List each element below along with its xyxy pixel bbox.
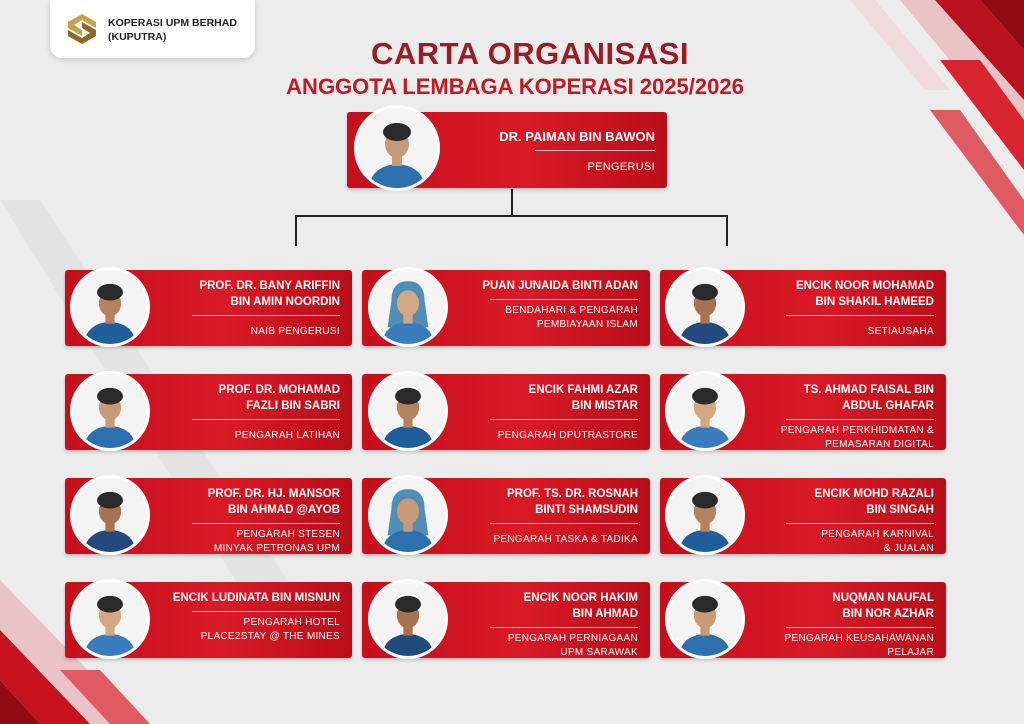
member-name-line: BIN AHMAD @AYOB	[228, 504, 340, 516]
name-divider	[192, 523, 340, 524]
member-role	[744, 424, 934, 452]
member-role	[744, 528, 934, 556]
member-name-line: ENCIK FAHMI AZAR	[528, 384, 638, 396]
connector-line-vertical-main	[511, 189, 513, 216]
member-role-line: PENGERUSI	[587, 161, 655, 173]
member-role	[744, 632, 934, 660]
member-role-line: PENGARAH DPUTRASTORE	[497, 430, 638, 441]
member-name	[150, 486, 340, 518]
member-role-line: & JUALAN	[883, 543, 934, 554]
page-title: CARTA ORGANISASI	[371, 36, 689, 71]
name-divider	[192, 419, 340, 420]
member-role-line: MINYAK PETRONAS UPM	[213, 543, 340, 554]
member-name-line: BIN AMIN NOORDIN	[230, 296, 340, 308]
member-role	[448, 632, 638, 660]
connector-line-horizontal	[295, 215, 728, 217]
member-role	[448, 533, 638, 547]
decorative-stripes-top-right	[830, 0, 1024, 240]
page-subtitle: ANGGOTA LEMBAGA KOPERASI 2025/2026	[286, 74, 744, 99]
member-role-line: PENGARAH KEUSAHAWANAN	[784, 633, 934, 644]
member-name	[150, 590, 340, 606]
member-photo-avatar	[70, 371, 150, 451]
member-role-line: PLACE2STAY @ THE MINES	[200, 631, 340, 642]
member-role	[150, 616, 340, 644]
member-name-line: NUQMAN NAUFAL	[832, 592, 934, 604]
member-name	[744, 590, 934, 622]
member-name-line: ENCIK NOOR HAKIM	[523, 592, 638, 604]
member-role-line: NAIB PENGERUSI	[250, 326, 340, 337]
member-role-line: PENGARAH PERNIAGAAN	[507, 633, 638, 644]
member-photo-avatar	[665, 371, 745, 451]
name-divider	[490, 627, 638, 628]
member-name	[150, 382, 340, 414]
organization-logo-card	[50, 0, 255, 58]
member-photo-avatar	[665, 475, 745, 555]
member-role	[448, 429, 638, 443]
member-name	[448, 278, 638, 294]
name-divider	[490, 299, 638, 300]
name-divider	[490, 419, 638, 420]
connector-line-right	[726, 215, 728, 246]
organization-name-line1: KOPERASI UPM BERHAD	[108, 17, 237, 29]
member-photo-avatar	[368, 475, 448, 555]
member-name-line: BIN AHMAD	[572, 608, 638, 620]
name-divider	[786, 627, 934, 628]
organization-name-line2: (KUPUTRA)	[108, 31, 167, 43]
name-divider	[786, 315, 934, 316]
member-name-line: PUAN JUNAIDA BINTI ADAN	[482, 280, 638, 292]
member-role-line: PENGARAH LATIHAN	[234, 430, 340, 441]
member-photo-avatar	[368, 371, 448, 451]
name-divider	[192, 611, 340, 612]
member-photo-avatar	[70, 475, 150, 555]
member-role	[744, 325, 934, 339]
name-divider	[786, 419, 934, 420]
member-name	[448, 590, 638, 622]
name-divider	[786, 523, 934, 524]
member-name-line: PROF. DR. HJ. MANSOR	[207, 488, 340, 500]
member-name	[150, 278, 340, 310]
member-name-line: ABDUL GHAFAR	[842, 400, 934, 412]
name-divider	[192, 315, 340, 316]
member-name-line: BIN MISTAR	[571, 400, 638, 412]
member-name-line: BINTI SHAMSUDIN	[535, 504, 638, 516]
member-name	[448, 382, 638, 414]
member-name	[744, 278, 934, 310]
member-name	[445, 129, 655, 145]
member-role-line: UPM SARAWAK	[560, 647, 638, 658]
member-name	[744, 486, 934, 518]
member-role-line: PENGARAH KARNIVAL	[821, 529, 934, 540]
member-photo-avatar	[70, 267, 150, 347]
member-role-line: PENGARAH PERKHIDMATAN &	[780, 425, 934, 436]
member-role-line: BENDAHARI & PENGARAH	[505, 305, 638, 316]
member-name-line: ENCIK LUDINATA BIN MISNUN	[172, 592, 340, 604]
member-role-line: PENGARAH TASKA & TADIKA	[493, 534, 638, 545]
connector-line-left	[295, 215, 297, 246]
member-name-line: PROF. TS. DR. ROSNAH	[507, 488, 638, 500]
member-role-line: SETIAUSAHA	[867, 326, 934, 337]
member-name-line: BIN SHAKIL HAMEED	[815, 296, 934, 308]
member-role-line: PEMBIAYAAN ISLAM	[536, 319, 638, 330]
member-name-line: ENCIK NOOR MOHAMAD	[796, 280, 934, 292]
member-photo-avatar	[70, 579, 150, 659]
member-photo-avatar	[665, 579, 745, 659]
member-role	[150, 528, 340, 556]
member-photo-avatar	[665, 267, 745, 347]
member-name-line: FAZLI BIN SABRI	[246, 400, 340, 412]
name-divider	[535, 150, 655, 151]
member-role	[150, 325, 340, 339]
member-role-line: PELAJAR	[887, 647, 934, 658]
member-photo-avatar	[368, 267, 448, 347]
member-name	[744, 382, 934, 414]
member-role	[448, 304, 638, 332]
member-name-line: DR. PAIMAN BIN BAWON	[499, 129, 655, 144]
member-role	[465, 160, 655, 174]
organization-name	[108, 16, 248, 44]
member-role	[150, 429, 340, 443]
member-role-line: PEMASARAN DIGITAL	[825, 439, 934, 450]
member-name-line: TS. AHMAD FAISAL BIN	[803, 384, 934, 396]
member-name-line: PROF. DR. BANY ARIFFIN	[199, 280, 340, 292]
member-name-line: BIN NOR AZHAR	[842, 608, 934, 620]
member-role-line: PENGARAH HOTEL	[243, 617, 340, 628]
name-divider	[490, 523, 638, 524]
member-photo-avatar	[354, 105, 440, 191]
member-role-line: PENGARAH STESEN	[236, 529, 340, 540]
member-name	[448, 486, 638, 518]
member-name-line: BIN SINGAH	[866, 504, 934, 516]
kuputra-logo-icon	[68, 14, 96, 44]
member-name-line: ENCIK MOHD RAZALI	[814, 488, 934, 500]
member-name-line: PROF. DR. MOHAMAD	[218, 384, 340, 396]
member-photo-avatar	[368, 579, 448, 659]
